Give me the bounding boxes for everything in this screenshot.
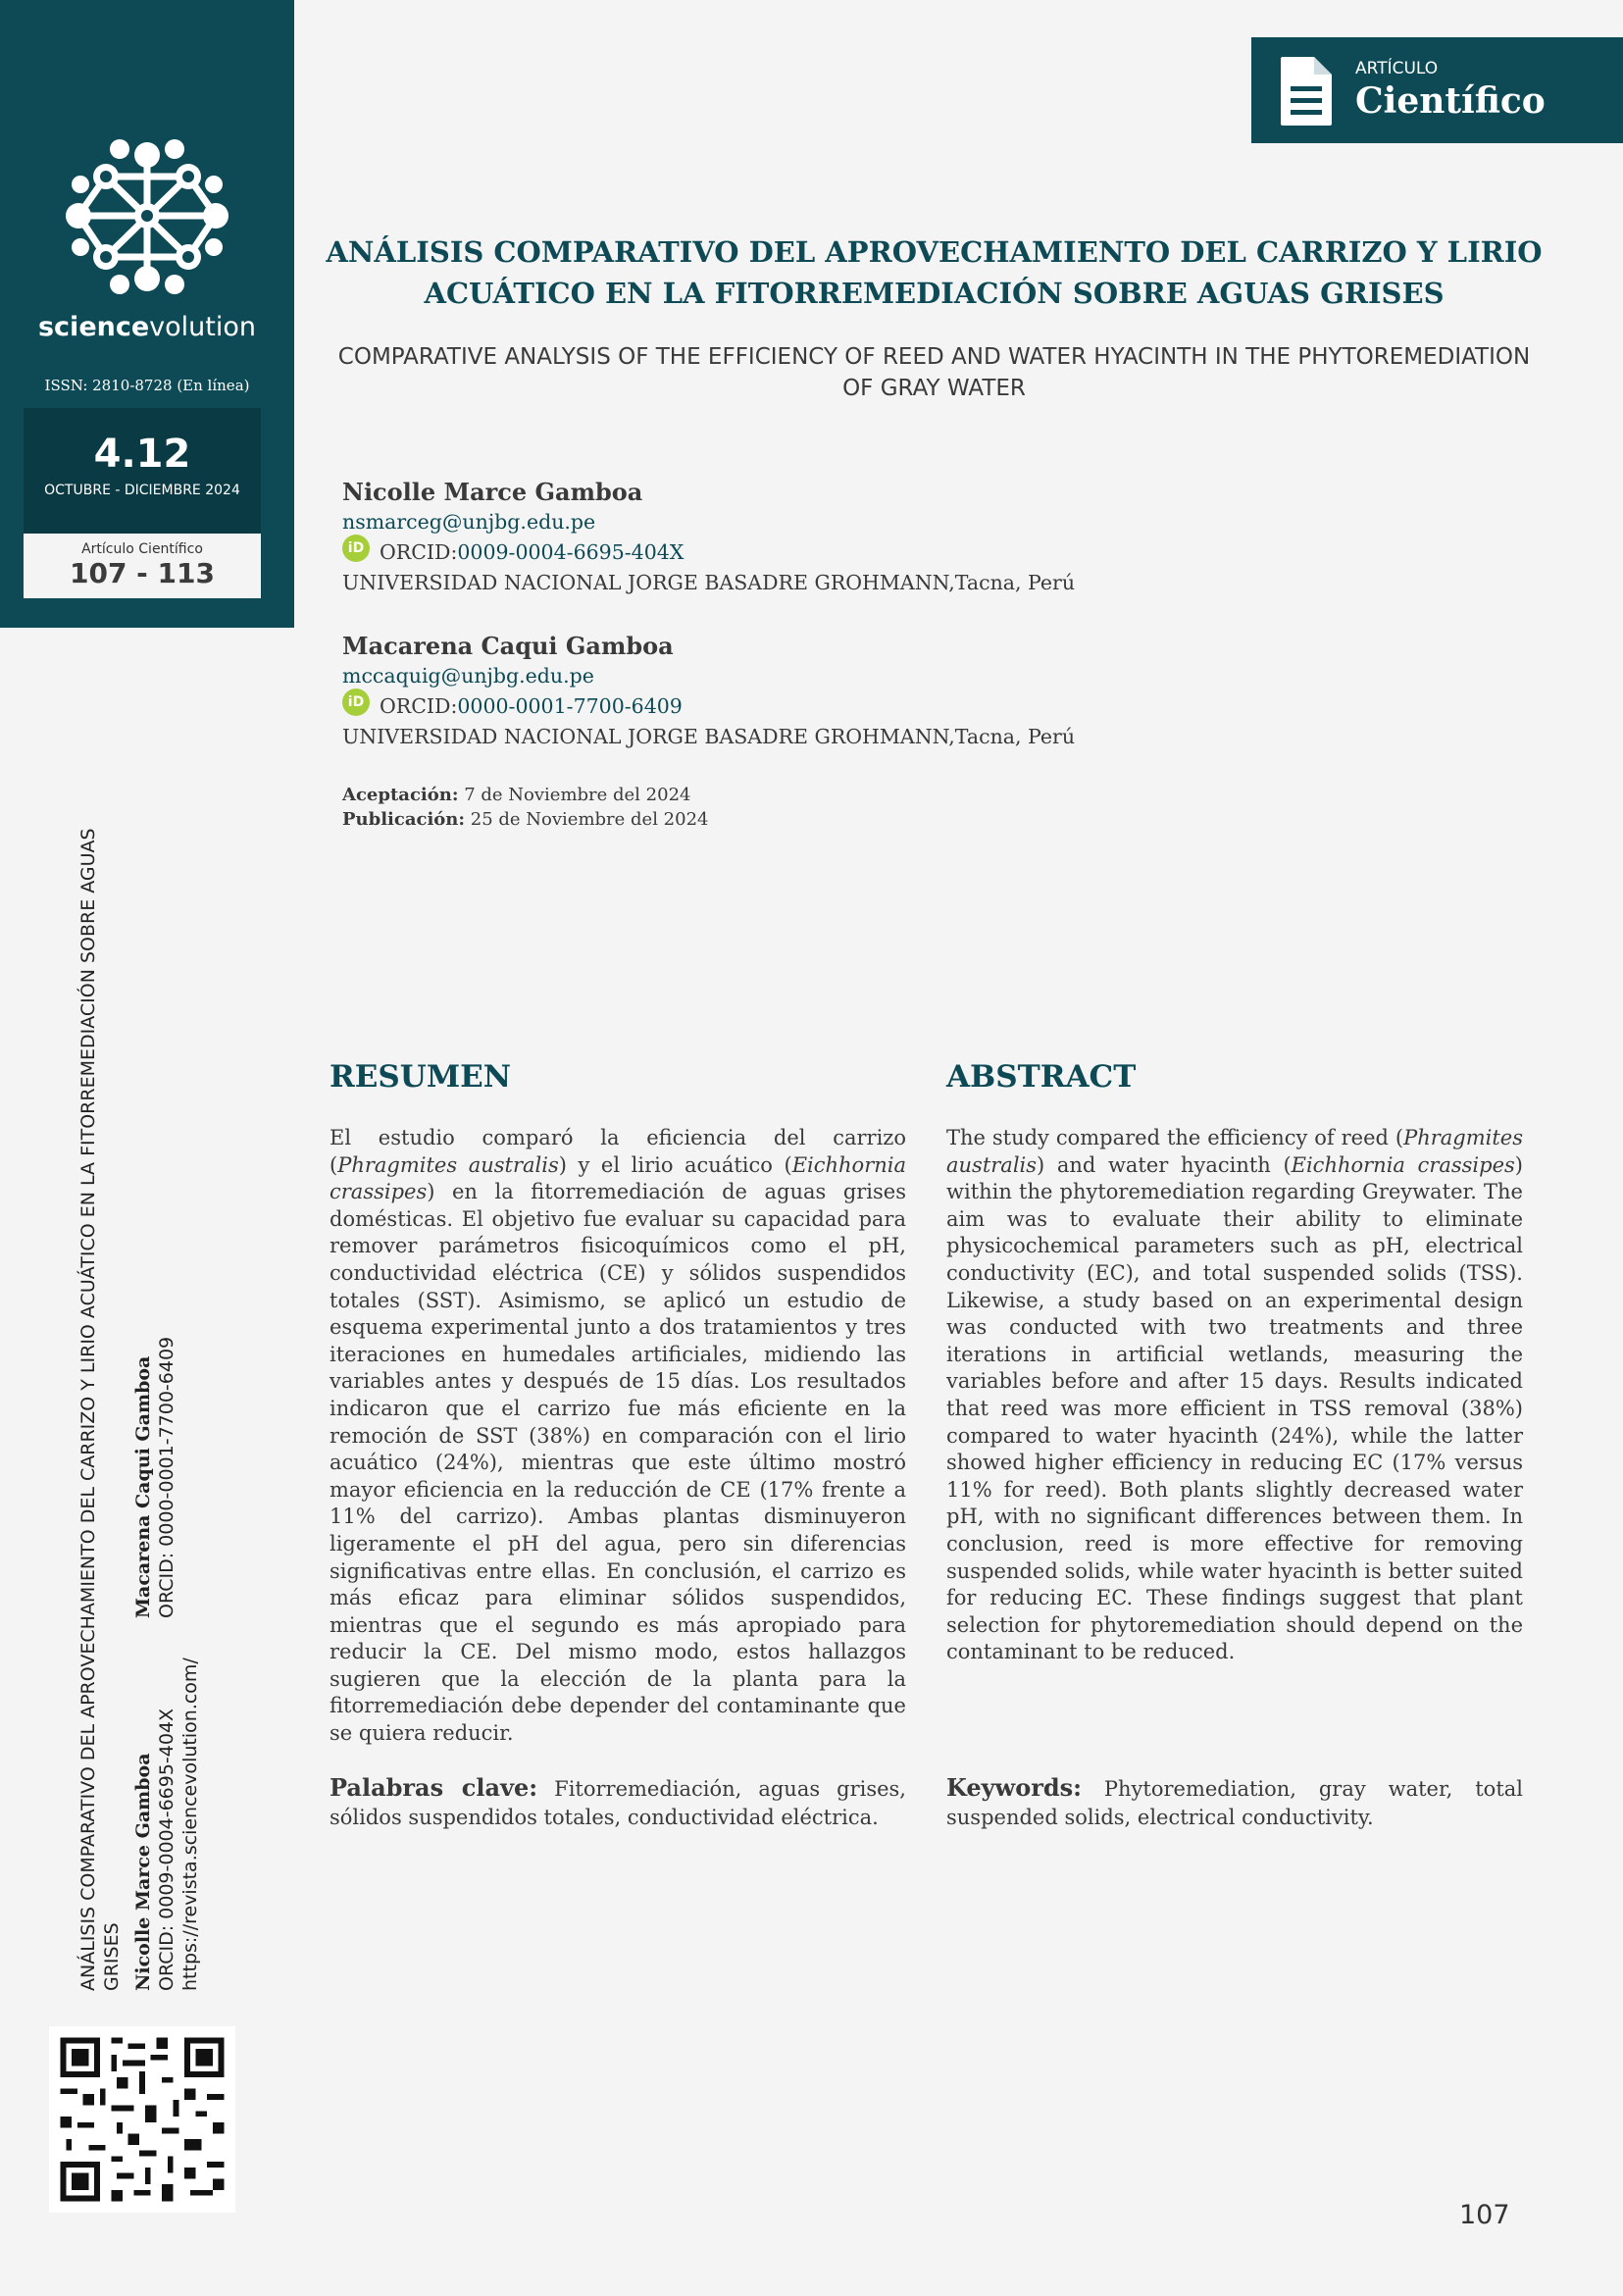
author-email[interactable]: mccaquig@unjbg.edu.pe (342, 664, 594, 688)
volume-number: 4.12 (93, 432, 191, 477)
author-email[interactable]: nsmarceg@unjbg.edu.pe (342, 510, 596, 534)
title-english: COMPARATIVE ANALYSIS OF THE EFFICIENCY OF REED AND WATER HYACINTH IN THE PHYTOREMEDIATION OF GRAY WATER (337, 344, 1531, 401)
volume-period: OCTUBRE - DICIEMBRE 2024 (44, 483, 240, 498)
resumen-heading: RESUMEN (330, 1059, 512, 1095)
document-icon (1279, 55, 1334, 128)
title-spanish: ANÁLISIS COMPARATIVO DEL APROVECHAMIENTO DEL CARRIZO Y LIRIO ACUÁTICO EN LA FITORREMEDIACIÓN SOBRE AGUAS GRISES (326, 235, 1543, 310)
sciencevolution-logo-icon (61, 137, 233, 296)
badge-label-big: Científico (1355, 80, 1546, 122)
orcid-icon: iD (342, 689, 370, 716)
author-1 (342, 477, 1075, 598)
author-orcid: iD ORCID: 0009-0004-6695-404X (342, 537, 1075, 568)
orcid-link[interactable]: 0000-0001-7700-6409 (457, 694, 683, 718)
resumen-keywords: Palabras clave: Fitorremediación, aguas grises, sólidos suspendidos totales, conductividad eléctrica. (330, 1773, 906, 1829)
abstract-body: The study compared the efficiency of reed (Phragmites australis) and water hyacinth (Eichhornia crassipes) within the phytoremediation regarding Greywater. The aim was to evaluate their ability to eliminate physicochemical parameters such as pH, electrical conductivity (EC), and total suspended solids (TSS). Likewise, a study based on an experimental design was conducted with two treatments and three iterations in artificial wetlands, measuring the variables before and after 15 days. Results indicated that reed was more efficient in TSS removal (38%) compared to water hyacinth (24%), while the latter showed higher efficiency in reducing EC (17% versus 11% for reed). Both plants slightly decreased water pH, with no significant differences between them. In conclusion, reed is more effective for removing suspended solids, while water hyacinth is better suited for reducing EC. These findings suggest that plant selection for phytoremediation should depend on the contaminant to be reduced. (946, 1126, 1523, 1664)
acceptance-date: Aceptación: 7 de Noviembre del 2024 (342, 785, 691, 805)
author-affiliation: UNIVERSIDAD NACIONAL JORGE BASADRE GROHMANN,Tacna, Perú (342, 725, 1076, 748)
vertical-title: ANÁLISIS COMPARATIVO DEL APROVECHAMIENTO DEL CARRIZO Y LIRIO ACUÁTICO EN LA FITORREMEDIACIÓN SOBRE AGUAS GRISES (77, 828, 123, 1991)
resumen-body: El estudio comparó la eficiencia del carrizo (Phragmites australis) y el lirio acuático (Eichhornia crassipes) en la fitorremediación de aguas grises domésticas. El objetivo fue evaluar su capacidad para remover parámetros fisicoquímicos como el pH, conductividad eléctrica (CE) y sólidos suspendidos totales (SST). Asimismo, se aplicó un estudio de esquema experimental junto a dos tratamientos y tres iteraciones en humedales artificiales, midiendo las variables antes y después de 15 días. Los resultados indicaron que el carrizo fue más eficiente en la remoción de SST (38%) en comparación con el lirio acuático (24%), mientras que este último mostró mayor eficiencia en la reducción de CE (17% frente a 11% del carrizo). Ambas plantas disminuyeron ligeramente el pH del agua, pero sin diferencias significativas entre ellas. En conclusión, el carrizo es más eficaz para eliminar sólidos suspendidos, mientras que el segundo es más apropiado para reducir la CE. Del mismo modo, estos hallazgos sugieren que la elección de la planta para la fitorremediación debe depender del contaminante que se quiera reducir. (330, 1126, 906, 1746)
journal-url[interactable]: https://revista.sciencevolution.com/ (179, 1658, 201, 1991)
abstract-keywords: Keywords: Phytoremediation, gray water, total suspended solids, electrical conductivity. (946, 1773, 1523, 1829)
journal-brand: sciencevolution (37, 312, 257, 342)
page-number: 107 (1459, 2200, 1510, 2230)
volume-box (24, 408, 261, 534)
journal-sidebar (0, 0, 294, 628)
pages-range: 107 - 113 (69, 557, 215, 589)
badge-label-small: ARTÍCULO (1355, 59, 1439, 78)
pages-label: Artículo Científico (81, 541, 203, 557)
orcid-link[interactable]: 0009-0004-6695-404X (457, 540, 685, 564)
author-affiliation: UNIVERSIDAD NACIONAL JORGE BASADRE GROHMANN,Tacna, Perú (342, 571, 1076, 594)
issn: ISSN: 2810-8728 (En línea) (44, 377, 250, 394)
vertical-citation (76, 814, 202, 1991)
article-dates (342, 783, 709, 832)
qr-code-icon[interactable] (49, 2026, 235, 2213)
author-2 (342, 631, 1075, 752)
publication-date: Publicación: 25 de Noviembre del 2024 (342, 809, 709, 830)
author-orcid: iD ORCID: 0000-0001-7700-6409 (342, 691, 1075, 722)
vertical-author-1: Nicolle Marce Gamboa ORCID: 0009-0004-6695-404X https://revista.sciencevolution.com/ (131, 1618, 202, 1991)
pages-box (24, 534, 261, 598)
vertical-author-2: Macarena Caqui Gamboa ORCID: 0000-0001-7700-6409 (132, 1336, 178, 1618)
article-type-badge (1251, 37, 1623, 143)
author-name: Macarena Caqui Gamboa (342, 632, 674, 660)
abstract-heading: ABSTRACT (946, 1059, 1137, 1095)
orcid-icon: iD (342, 535, 370, 562)
author-name: Nicolle Marce Gamboa (342, 478, 643, 506)
